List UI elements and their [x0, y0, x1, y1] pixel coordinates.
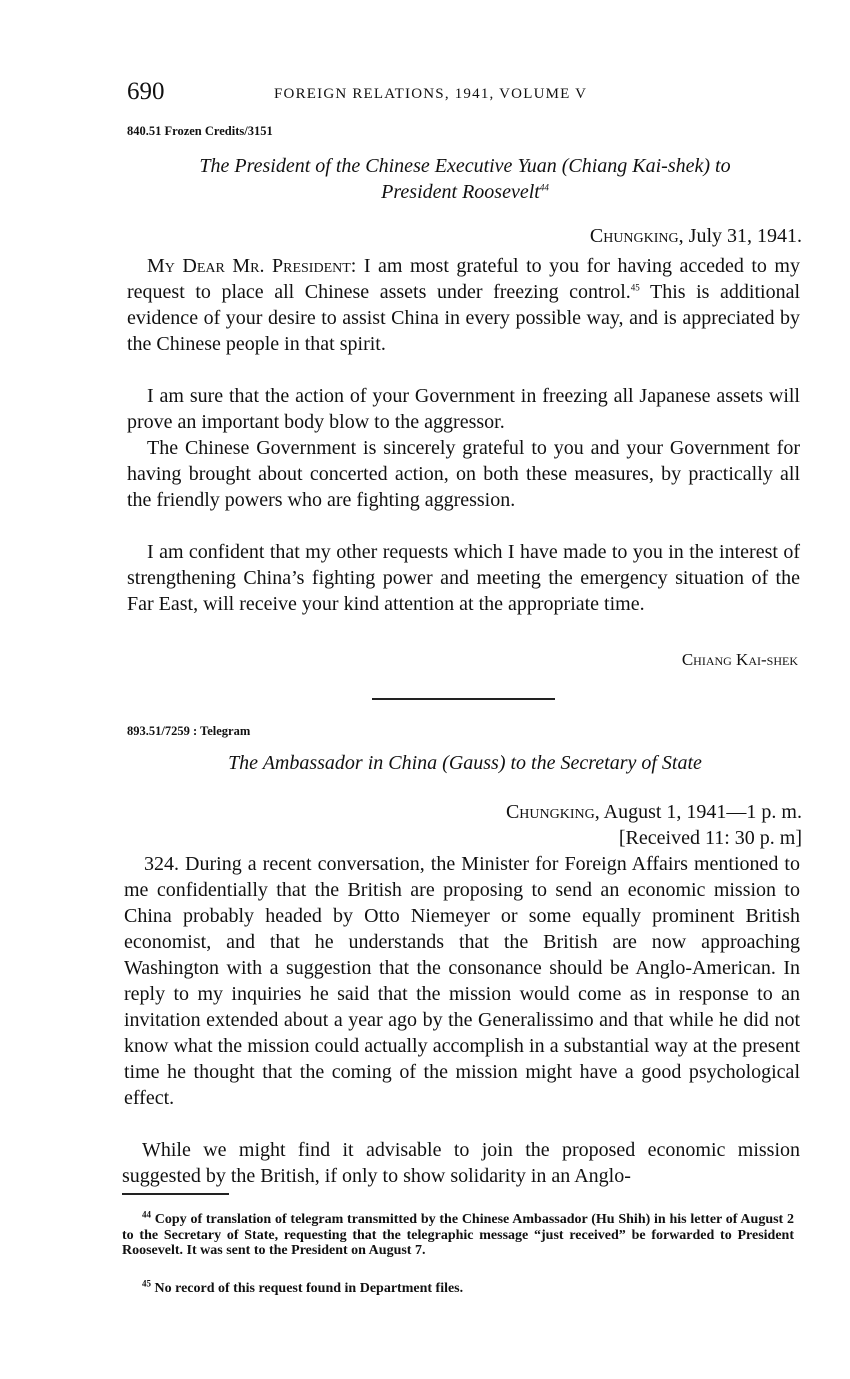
footnote-45-mark: 45 [142, 1278, 151, 1289]
doc2-title: The Ambassador in China (Gauss) to the Secretary of State [228, 752, 702, 774]
doc1-paragraph-3: The Chinese Government is sincerely grateful to you and your Government for having brought about concerted action, on both these measures, by practically all the friendly powers who are fighting aggression. [127, 437, 800, 511]
doc1-title-line2: President Roosevelt$^{44}$ [381, 181, 549, 203]
running-title: FOREIGN RELATIONS, 1941, VOLUME V [274, 86, 588, 102]
doc2-dateline [506, 799, 802, 825]
footnote-44: $^{44}$ Copy of translation of telegram transmitted by the Chinese Ambassador (Hu Shih) in his letter of August 2 to the Secretary of State, requesting that the telegraphic message “just received” be forwarded to President Roosevelt. It was sent to the President on August 7. [122, 1209, 794, 1258]
doc2-paragraph-1: 324. During a recent conversation, the Minister for Foreign Affairs mentioned to me confidentially that the British are proposing to send an economic mission to China probably headed by Otto Niemeyer or some equally prominent British economist, and that he understands that the British are now approaching Washington with a suggestion that the consonance should be Anglo-American. In reply to my inquiries he said that the mission would come as in response to an invitation extended about a year ago by the Generalissimo and that while he did not know what the mission could actually accomplish in a substantial way at the present time he thought that the coming of the mission might have a good psychological effect. [124, 853, 800, 1109]
footnote-ref-45: 45 [630, 282, 640, 293]
doc1-title-line1: The President of the Chinese Executive Yuan (Chiang Kai-shek) to [199, 155, 731, 177]
doc2-file-ref: 893.51/7259 : Telegram [127, 724, 251, 738]
doc2-dateline-place: Chungking [505, 801, 595, 823]
signature: Chiang Kai-shek [681, 650, 798, 669]
footnote-44-mark: 44 [142, 1209, 151, 1220]
footnote-45: $^{45}$ No record of this request found in Department files. [142, 1278, 464, 1296]
page-header [127, 78, 800, 112]
page-number: 690 [127, 78, 165, 105]
doc1-dateline [590, 223, 802, 249]
doc2-paragraph-2: While we might find it advisable to join the proposed economic mission suggested by the British, if only to show solidarity in an Anglo- [122, 1139, 800, 1187]
salutation: My Dear Mr. President: [147, 255, 357, 277]
doc1-paragraph-1: My Dear Mr. President: I am most grateful to you for having acceded to my request to place all Chinese assets under freezing control.$^{45}$ This is additional evidence of your desire to assist China in every possible way, and is appreciated by the Chinese people in that spirit. [127, 255, 801, 355]
doc1-dateline-place: Chungking [589, 225, 679, 247]
doc1-title [110, 153, 820, 205]
doc1-dateline-date: , July 31, 1941. [678, 225, 802, 247]
doc1-file-ref: 840.51 Frozen Credits/3151 [127, 124, 273, 138]
footnote-rule [122, 1193, 229, 1195]
doc2-dateline-rest: , August 1, 1941—1 p. m. [594, 801, 802, 823]
doc1-paragraph-2: I am sure that the action of your Government in freezing all Japanese assets will prove an important body blow to the aggressor. [127, 385, 800, 433]
footnote-ref-44: 44 [539, 182, 549, 193]
doc1-paragraph-4: I am confident that my other requests which I have made to you in the interest of strengthening China’s fighting power and meeting the emergency situation of the Far East, will receive your kind attention at the appropriate time. [127, 541, 800, 615]
section-divider [372, 698, 555, 700]
doc2-received: [Received 11: 30 p. m] [618, 827, 802, 849]
